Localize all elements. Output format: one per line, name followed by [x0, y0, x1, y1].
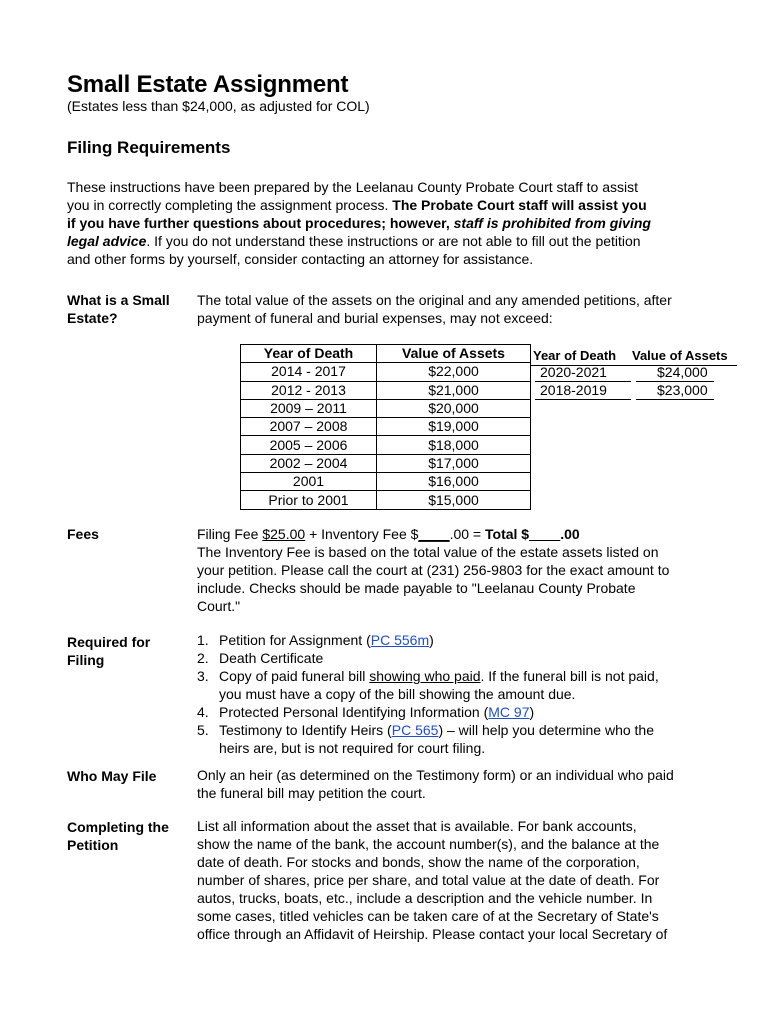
small-estate-text-line-1: The total value of the assets on the original and any amended petitions, after — [197, 292, 672, 308]
table-cell-value: $17,000 — [377, 454, 531, 472]
who-may-file-text — [197, 766, 674, 802]
intro-line-4 — [67, 232, 651, 250]
intro-line-4a: legal advice — [67, 233, 147, 249]
intro-line-1: These instructions have been prepared by the Leelanau County Probate Court staff to assist — [67, 179, 638, 195]
side-table-cell-year: 2018-2019 — [540, 382, 607, 398]
intro-line-3a: if you have further questions about procedures; however, — [67, 215, 454, 231]
intro-line-5: and other forms by yourself, consider contacting an attorney for assistance. — [67, 251, 534, 267]
table-cell-year: 2012 - 2013 — [241, 381, 377, 399]
completing-line: office through an Affidavit of Heirship. Please contact your local Secretary of — [197, 926, 668, 942]
total-blank: ____ — [529, 526, 561, 542]
table-row — [241, 418, 531, 436]
list-item — [197, 721, 659, 757]
table-row — [241, 473, 531, 491]
asset-limit-table — [240, 344, 531, 510]
completing-line: number of shares, price per share, and total value at the date of death. For — [197, 872, 660, 888]
intro-line-3b: staff is prohibited from giving — [453, 215, 651, 231]
list-item — [197, 703, 659, 721]
table-header-row — [241, 345, 531, 363]
label-who-may-file — [67, 767, 156, 785]
table-cell-value: $19,000 — [377, 418, 531, 436]
inventory-fee-suffix: .00 = — [449, 526, 485, 542]
side-table-header-year: Year of Death — [533, 348, 617, 363]
table-row — [241, 363, 531, 381]
table-cell-year: 2009 – 2011 — [241, 399, 377, 417]
intro-line-2b: The Probate Court staff will assist you — [392, 197, 647, 213]
form-link-pc565[interactable]: PC 565 — [391, 722, 439, 738]
table-header-value: Value of Assets — [377, 345, 531, 363]
label-who-may-file-text: Who May File — [67, 768, 157, 784]
page-title: Small Estate Assignment — [67, 71, 349, 98]
fees-text-line-2: your petition. Please call the court at (231) 256-9803 for the exact amount to — [197, 562, 670, 578]
small-estate-text — [197, 291, 672, 327]
table-cell-value: $21,000 — [377, 381, 531, 399]
total-suffix: .00 — [560, 526, 580, 542]
side-table-underline — [535, 399, 631, 400]
list-item — [197, 649, 659, 667]
list-number: 2. — [197, 650, 209, 666]
page-subtitle: (Estates less than $24,000, as adjusted for COL) — [67, 98, 370, 114]
table-cell-year: 2001 — [241, 473, 377, 491]
list-item — [197, 667, 659, 703]
inventory-fee-label: + Inventory Fee $ — [305, 526, 419, 542]
table-cell-value: $16,000 — [377, 473, 531, 491]
table-cell-value: $20,000 — [377, 399, 531, 417]
completing-line: date of death. For stocks and bonds, show the name of the corporation, — [197, 854, 640, 870]
completing-line: List all information about the asset that is available. For bank accounts, — [197, 818, 637, 834]
table-cell-year: 2002 – 2004 — [241, 454, 377, 472]
table-row — [241, 381, 531, 399]
list-number: 5. — [197, 722, 209, 738]
side-table-cell-year: 2020-2021 — [540, 364, 607, 380]
side-table-underline — [636, 399, 714, 400]
item-text: ) – will help you determine who the — [438, 722, 654, 738]
side-table-cell-value: $23,000 — [657, 382, 708, 398]
table-cell-year: 2014 - 2017 — [241, 363, 377, 381]
item-text: Protected Personal Identifying Information ( — [219, 704, 489, 720]
item-text: heirs are, but is not required for court filing. — [219, 740, 486, 756]
table-row — [241, 491, 531, 509]
required-documents-list — [197, 631, 659, 757]
intro-paragraph — [67, 178, 651, 268]
table-header-year: Year of Death — [241, 345, 377, 363]
intro-line-4b: . If you do not understand these instructions or are not able to fill out the petition — [146, 233, 641, 249]
intro-line-2 — [67, 196, 651, 214]
list-number: 1. — [197, 632, 209, 648]
label-small-estate-line-2: Estate? — [67, 310, 118, 326]
intro-line-2a: you in correctly completing the assignment process. — [67, 197, 393, 213]
fees-text-line-1: The Inventory Fee is based on the total value of the estate assets listed on — [197, 544, 659, 560]
completing-line: show the name of the bank, the account number(s), and the balance at the — [197, 836, 660, 852]
item-text: Copy of paid funeral bill — [219, 668, 370, 684]
filing-fee-label: Filing Fee — [197, 526, 263, 542]
table-cell-value: $18,000 — [377, 436, 531, 454]
form-link-mc97[interactable]: MC 97 — [488, 704, 530, 720]
fees-text — [197, 525, 669, 615]
fees-text-line-4: Court." — [197, 598, 241, 614]
fees-text-line-3: include. Checks should be made payable to "Leelanau County Probate — [197, 580, 636, 596]
label-completing-line-1: Completing the — [67, 819, 169, 835]
who-may-file-line-1: Only an heir (as determined on the Testimony form) or an individual who paid — [197, 767, 674, 783]
item-text: Testimony to Identify Heirs ( — [219, 722, 392, 738]
label-completing-line-2: Petition — [67, 837, 119, 853]
side-table-header-value: Value of Assets — [632, 348, 728, 363]
completing-line: some cases, titled vehicles can be taken care of at the Secretary of State's — [197, 908, 659, 924]
side-table-cell-value: $24,000 — [657, 364, 708, 380]
table-cell-value: $15,000 — [377, 491, 531, 509]
inventory-fee-blank: ____ — [418, 526, 450, 542]
item-text: Death Certificate — [219, 650, 324, 666]
label-small-estate-line-1: What is a Small — [67, 292, 170, 308]
label-small-estate — [67, 291, 170, 327]
small-estate-text-line-2: payment of funeral and burial expenses, may not exceed: — [197, 310, 553, 326]
list-number: 3. — [197, 668, 209, 684]
item-text: you must have a copy of the bill showing the amount due. — [219, 686, 576, 702]
label-required-filing — [67, 633, 150, 669]
who-may-file-line-2: the funeral bill may petition the court. — [197, 785, 426, 801]
item-text: ) — [529, 704, 535, 720]
form-link-pc556m[interactable]: PC 556m — [370, 632, 430, 648]
total-label: Total $ — [485, 526, 530, 542]
item-text: Petition for Assignment ( — [219, 632, 371, 648]
filing-fee-amount: $25.00 — [262, 526, 306, 542]
label-required-line-1: Required for — [67, 634, 151, 650]
label-fees-text: Fees — [67, 526, 99, 542]
item-text: ) — [429, 632, 434, 648]
table-cell-year: 2005 – 2006 — [241, 436, 377, 454]
fees-formula-line — [197, 525, 669, 543]
label-completing-petition — [67, 818, 169, 854]
table-row — [241, 454, 531, 472]
completing-line: autos, trucks, boats, etc., include a description and the vehicle number. In — [197, 890, 653, 906]
table-row — [241, 436, 531, 454]
item-text: . If the funeral bill is not paid, — [480, 668, 659, 684]
label-fees — [67, 525, 99, 543]
item-text-underlined: showing who paid — [369, 668, 481, 684]
table-row — [241, 399, 531, 417]
intro-line-3 — [67, 214, 651, 232]
label-required-line-2: Filing — [67, 652, 105, 668]
list-item — [197, 631, 659, 649]
table-cell-year: 2007 – 2008 — [241, 418, 377, 436]
table-cell-value: $22,000 — [377, 363, 531, 381]
completing-petition-text — [197, 817, 667, 943]
list-number: 4. — [197, 704, 209, 720]
table-cell-year: Prior to 2001 — [241, 491, 377, 509]
section-heading-filing-requirements: Filing Requirements — [67, 138, 231, 157]
